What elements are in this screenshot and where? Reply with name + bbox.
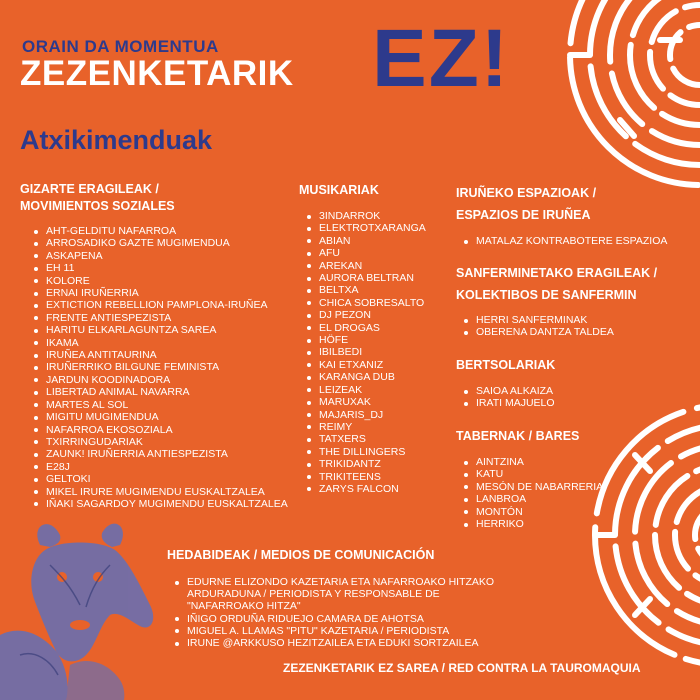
group-spaces bbox=[456, 182, 667, 247]
list-item: AFU bbox=[305, 247, 426, 259]
list-item: AURORA BELTRAN bbox=[305, 272, 426, 284]
header-kicker: ORAIN DA MOMENTUA bbox=[22, 37, 219, 56]
list-item: KOLORE bbox=[32, 275, 288, 287]
list-item: LEIZEAK bbox=[305, 384, 426, 396]
list-item: MESÓN DE NABARRERIA bbox=[462, 481, 603, 493]
list-item: ABIAN bbox=[305, 235, 426, 247]
media-item-line: IÑIGO ORDUÑA RIDUEJO CAMARA DE AHOTSA bbox=[187, 612, 424, 625]
list-item: IKAMA bbox=[32, 337, 288, 349]
list-item: HERRI SANFERMINAK bbox=[462, 314, 657, 326]
group-spaces-title bbox=[456, 182, 667, 226]
musicians-list bbox=[305, 210, 426, 495]
list-item: EL DROGAS bbox=[305, 322, 426, 334]
group-spaces-title-line1: IRUÑEKO ESPAZIOAK / bbox=[456, 186, 597, 200]
group-bars-title: TABERNAK / BARES bbox=[456, 429, 580, 443]
media-list bbox=[173, 576, 494, 649]
list-item: KATU bbox=[462, 468, 603, 480]
list-item: AREKAN bbox=[305, 260, 426, 272]
media-item-line: ARDURADUNA / PERIODISTA Y RESPONSABLE DE bbox=[187, 588, 440, 601]
group-social-title bbox=[20, 181, 288, 215]
group-bertsolari bbox=[456, 357, 555, 410]
list-item bbox=[173, 625, 494, 637]
list-item: ASKAPENA bbox=[32, 250, 288, 262]
bars-list bbox=[462, 456, 603, 530]
list-item: MAJARIS_DJ bbox=[305, 409, 426, 421]
group-social-title-line1: GIZARTE ERAGILEAK / bbox=[20, 182, 159, 196]
list-item: AHT-GELDITU NAFARROA bbox=[32, 225, 288, 237]
list-item: TXIRRINGUDARIAK bbox=[32, 436, 288, 448]
social-list bbox=[32, 225, 288, 510]
list-item: TATXERS bbox=[305, 433, 426, 445]
list-item: IBILBEDI bbox=[305, 346, 426, 358]
list-item: KAI ETXANIZ bbox=[305, 359, 426, 371]
list-item: GELTOKI bbox=[32, 473, 288, 485]
list-item: ERNAI IRUÑERRIA bbox=[32, 287, 288, 299]
list-item: FRENTE ANTIESPEZISTA bbox=[32, 312, 288, 324]
list-item bbox=[173, 613, 494, 625]
list-item: MONTÓN bbox=[462, 506, 603, 518]
group-spaces-title-line2: ESPAZIOS DE IRUÑEA bbox=[456, 208, 591, 222]
list-item: EH 11 bbox=[32, 262, 288, 274]
spaces-list bbox=[462, 235, 667, 247]
list-item: ARROSADIKO GAZTE MUGIMENDUA bbox=[32, 237, 288, 249]
media-item-line: IRUNE @ARKKUSO HEZITZAILEA ETA EDUKI SORTZAILEA bbox=[187, 637, 479, 650]
list-item: TRIKIDANTZ bbox=[305, 458, 426, 470]
list-item: ELEKTROTXARANGA bbox=[305, 222, 426, 234]
group-sanfermin-title-line1: SANFERMINETAKO ERAGILEAK / bbox=[456, 266, 658, 280]
footer: ZEZENKETARIK EZ SAREA / RED CONTRA LA TAUROMAQUIA bbox=[283, 661, 641, 675]
list-item: DJ PEZON bbox=[305, 309, 426, 321]
list-item bbox=[173, 637, 494, 649]
group-sanfermin-title bbox=[456, 262, 657, 306]
header-ez: EZ! bbox=[372, 13, 511, 104]
group-musicians-title: MUSIKARIAK bbox=[299, 183, 379, 197]
list-item: ZAUNK! IRUÑERRIA ANTIESPEZISTA bbox=[32, 448, 288, 460]
list-item: MATALAZ KONTRABOTERE ESPAZIOA bbox=[462, 235, 667, 247]
list-item: TRIKITEENS bbox=[305, 471, 426, 483]
list-item: LANBROA bbox=[462, 493, 603, 505]
list-item: E28J bbox=[32, 461, 288, 473]
list-item: ZARYS FALCON bbox=[305, 483, 426, 495]
list-item: NAFARROA EKOSOZIALA bbox=[32, 424, 288, 436]
list-item: SAIOA ALKAIZA bbox=[462, 385, 555, 397]
maze-right-middle-icon bbox=[590, 395, 700, 685]
bull-illustration bbox=[0, 515, 165, 700]
list-item: EXTICTION REBELLION PAMPLONA-IRUÑEA bbox=[32, 299, 288, 311]
list-item: AINTZINA bbox=[462, 456, 603, 468]
media-item-line: "NAFARROAKO HITZA" bbox=[187, 600, 301, 613]
list-item: MARTES AL SOL bbox=[32, 399, 288, 411]
list-item: IÑAKI SAGARDOY MUGIMENDU EUSKALTZALEA bbox=[32, 498, 288, 510]
list-item: THE DILLINGERS bbox=[305, 446, 426, 458]
list-item bbox=[173, 576, 494, 613]
header-headline: ZEZENKETARIK bbox=[20, 54, 294, 93]
group-musicians bbox=[299, 182, 426, 495]
list-item: BELTXA bbox=[305, 284, 426, 296]
list-item: JARDUN KOODINADORA bbox=[32, 374, 288, 386]
group-sanfermin bbox=[456, 262, 657, 339]
maze-top-right-icon bbox=[560, 0, 700, 200]
group-social-title-line2: MOVIMIENTOS SOZIALES bbox=[20, 199, 175, 213]
list-item: MIGITU MUGIMENDUA bbox=[32, 411, 288, 423]
list-item: IRUÑEA ANTITAURINA bbox=[32, 349, 288, 361]
list-item: IRATI MAJUELO bbox=[462, 397, 555, 409]
section-title: Atxikimenduak bbox=[20, 125, 213, 155]
list-item: MIKEL IRURE MUGIMENDU EUSKALTZALEA bbox=[32, 486, 288, 498]
list-item: LIBERTAD ANIMAL NAVARRA bbox=[32, 386, 288, 398]
sanfermin-list bbox=[462, 314, 657, 339]
list-item: IRUÑERRIKO BILGUNE FEMINISTA bbox=[32, 361, 288, 373]
list-item: HARITU ELKARLAGUNTZA SAREA bbox=[32, 324, 288, 336]
group-sanfermin-title-line2: KOLEKTIBOS DE SANFERMIN bbox=[456, 288, 637, 302]
list-item: KARANGA DUB bbox=[305, 371, 426, 383]
list-item: 3INDARROK bbox=[305, 210, 426, 222]
media-item-line: EDURNE ELIZONDO KAZETARIA ETA NAFARROAKO HITZAKO bbox=[187, 576, 495, 588]
list-item: MARUXAK bbox=[305, 396, 426, 408]
list-item: OBERENA DANTZA TALDEA bbox=[462, 326, 657, 338]
list-item: HÖFE bbox=[305, 334, 426, 346]
list-item: HERRIKO bbox=[462, 518, 603, 530]
media-item-line: MIGUEL A. LLAMAS "PITU" KAZETARIA / PERIODISTA bbox=[187, 624, 450, 637]
list-item: REIMY bbox=[305, 421, 426, 433]
group-media-title: HEDABIDEAK / MEDIOS DE COMUNICACIÓN bbox=[167, 548, 435, 562]
group-social-movements bbox=[20, 181, 288, 510]
group-media bbox=[167, 547, 494, 649]
group-bars bbox=[456, 428, 603, 530]
bertsolari-list bbox=[462, 385, 555, 410]
list-item: CHICA SOBRESALTO bbox=[305, 297, 426, 309]
group-bertsolari-title: BERTSOLARIAK bbox=[456, 358, 556, 372]
